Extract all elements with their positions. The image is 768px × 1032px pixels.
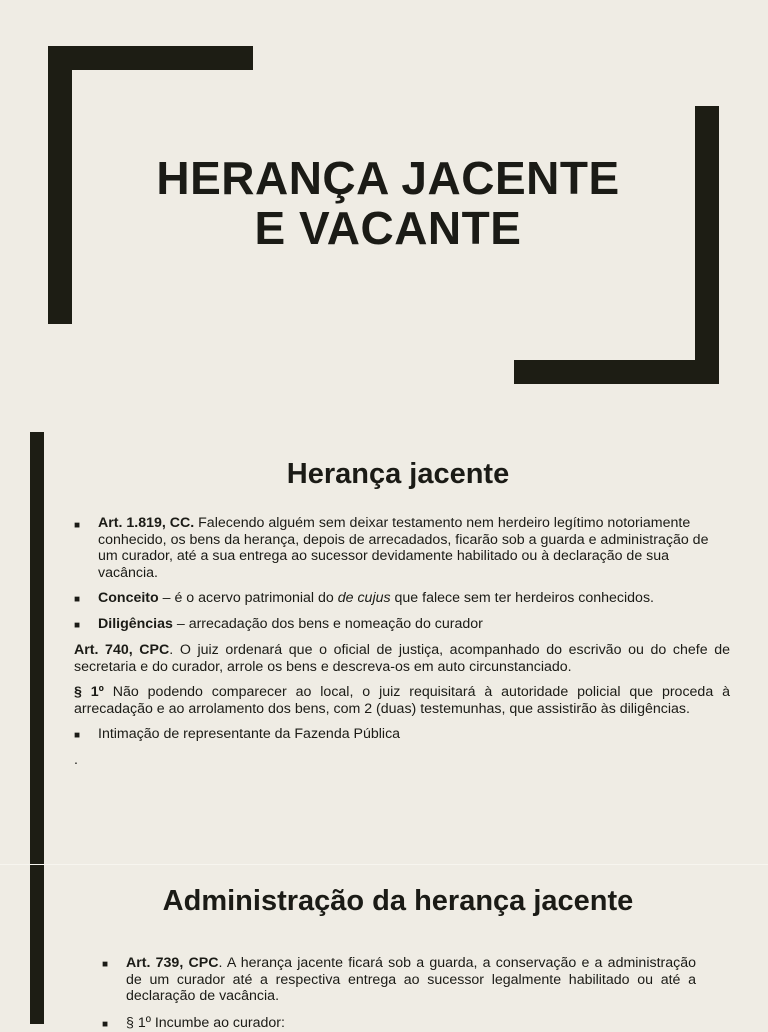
bullet-art-1819 (98, 515, 720, 581)
bullet-diligencias (98, 616, 720, 633)
corner-frame-right-vertical (695, 106, 719, 384)
paragraph-paragrafo-1 (74, 684, 730, 717)
bullet-bold-label: Conceito (98, 590, 159, 606)
bullet-icon: ■ (74, 520, 81, 531)
bullet-text: – é o acervo patrimonial do (158, 590, 338, 606)
paragraph-text: . O juiz ordenará que o oficial de justiça, acompanhado do escrivão ou do chefe de secretaria e do curador, arrole os bens e descreva-os em auto circunstanciado. (74, 642, 730, 675)
bullet-text: . A herança jacente ficará sob a guarda, a conservação e a administração de um curador até a respectiva entrega ao sucessor legalmente habilitado ou até a declaração de vacância. (126, 955, 696, 1004)
bullet-icon: ■ (102, 959, 109, 970)
bullet-art-739 (126, 955, 696, 1005)
bullet-incumbe-curador: § 1º Incumbe ao curador: (126, 1015, 285, 1031)
left-accent-bar (30, 865, 44, 1024)
corner-frame-bottom-horizontal (514, 360, 719, 384)
bullet-text: Falecendo alguém sem deixar testamento nem herdeiro legítimo notoriamente conhecido, os bens da herança, depois de arrecadados, ficarão sob a guarda e administração de um curador, até a sua entrega ao sucessor devidamente habilitado ou à declaração de sua vacância. (98, 515, 709, 581)
paragraph-bold-label: Art. 740, CPC (74, 642, 170, 658)
bullet-icon: ■ (74, 620, 81, 631)
paragraph-text: Não podendo comparecer ao local, o juiz requisitará à autoridade policial que proceda à arrecadação e ao arrolamento dos bens, com 2 (duas) testemunhas, que assistirão às diligências. (74, 684, 730, 717)
bullet-text: que falece sem ter herdeiros conhecidos. (390, 590, 654, 606)
bullet-conceito (98, 590, 720, 607)
slide-title-line-2: E VACANTE (254, 202, 522, 254)
bullet-text: – arrecadação dos bens e nomeação do curador (172, 616, 483, 632)
paragraph-bold-label: § 1º (74, 684, 104, 700)
administracao-slide (0, 865, 768, 1031)
bullet-bold-label: Art. 1.819, CC. (98, 515, 195, 531)
bullet-icon: ■ (74, 730, 81, 741)
title-slide (0, 0, 768, 432)
slide-heading: Administração da herança jacente (162, 885, 634, 917)
slide-title-line-1: HERANÇA JACENTE (156, 152, 620, 204)
bullet-icon: ■ (102, 1019, 109, 1030)
bullet-icon: ■ (74, 594, 81, 605)
bullet-bold-label: Art. 739, CPC (126, 955, 219, 971)
bullet-bold-label: Diligências (98, 616, 173, 632)
left-accent-bar (30, 432, 44, 865)
paragraph-art-740 (74, 642, 730, 675)
heranca-jacente-slide (0, 432, 768, 865)
bullet-intimacao: Intimação de representante da Fazenda Pública (98, 726, 401, 742)
corner-frame-left-vertical (48, 46, 72, 324)
slide-heading: Herança jacente (286, 458, 510, 490)
corner-frame-top-horizontal (48, 46, 253, 70)
slide-title (100, 153, 676, 253)
bullet-italic-text: de cujus (337, 590, 391, 606)
trailing-dot: . (74, 752, 78, 768)
